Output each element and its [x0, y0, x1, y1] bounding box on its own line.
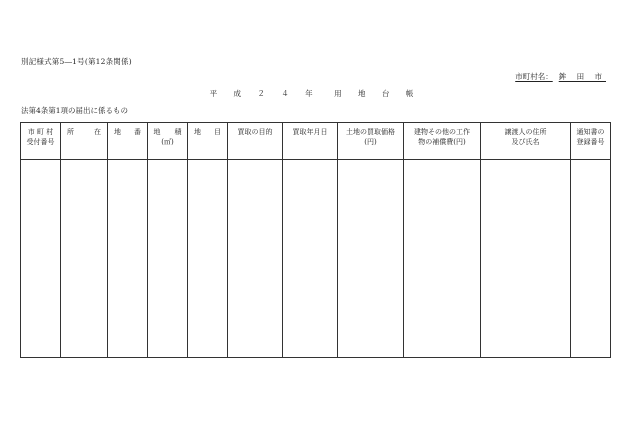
table-cell [481, 160, 571, 358]
land-ledger-table [20, 122, 611, 358]
column-header-char: 所 [67, 128, 74, 136]
table-cell [571, 160, 611, 358]
column-header-land-price [338, 123, 404, 160]
column-header-char: 目 [214, 128, 221, 136]
ledger-subheading: 法第4条第1項の届出に係るもの [21, 106, 129, 115]
column-header-structure-compensation [404, 123, 481, 160]
column-header-line: (円) [364, 138, 377, 146]
table-cell [404, 160, 481, 358]
municipality-label: 市町村名： [515, 72, 553, 81]
municipality-line [515, 71, 606, 82]
column-header-line: 土地の買取価格 [346, 128, 395, 136]
column-header-land-category [188, 123, 228, 160]
column-header-notice-registration [571, 123, 611, 160]
column-header-lot-number [108, 123, 148, 160]
column-header-location [61, 123, 108, 160]
table-cell [228, 160, 283, 358]
column-header-line: 及び氏名 [511, 138, 540, 146]
column-header-line: (㎡) [161, 138, 174, 146]
column-header-receipt-number [21, 123, 61, 160]
column-header-area [148, 123, 188, 160]
header-row [21, 123, 611, 160]
table-cell [61, 160, 108, 358]
municipality-name: 鉾 田 市 [558, 72, 606, 81]
table-cell [338, 160, 404, 358]
ledger-title: 平 成 ２ ４ 年 用 地 台 帳 [209, 89, 421, 98]
table-cell [108, 160, 148, 358]
column-header-line: 建物その他の工作 [414, 128, 470, 136]
column-header-line: 通知書の [576, 128, 605, 136]
column-header-line: 登録番号 [576, 138, 605, 146]
table-cell [148, 160, 188, 358]
column-header-char: 在 [94, 128, 101, 136]
column-header-line: 物の補償費(円) [418, 138, 466, 146]
column-header-char: 番 [134, 128, 141, 136]
column-header-line: 市 町 村 [27, 128, 54, 136]
column-header-line: 地 積 [153, 128, 182, 136]
column-header-char: 地 [114, 128, 121, 136]
column-header-line: 受付番号 [26, 138, 55, 146]
table-cell [21, 160, 61, 358]
column-header-line: 買取の目的 [237, 128, 273, 136]
table-cell [188, 160, 228, 358]
column-header-purchase-date [283, 123, 338, 160]
table-cell [283, 160, 338, 358]
table-row [21, 160, 611, 358]
form-number: 別記様式第5―1号(第12条関係) [21, 57, 132, 66]
column-header-line: 買取年月日 [292, 128, 328, 136]
column-header-transferor [481, 123, 571, 160]
column-header-line: 譲渡人の住所 [504, 128, 547, 136]
column-header-purchase-purpose [228, 123, 283, 160]
column-header-char: 地 [194, 128, 201, 136]
